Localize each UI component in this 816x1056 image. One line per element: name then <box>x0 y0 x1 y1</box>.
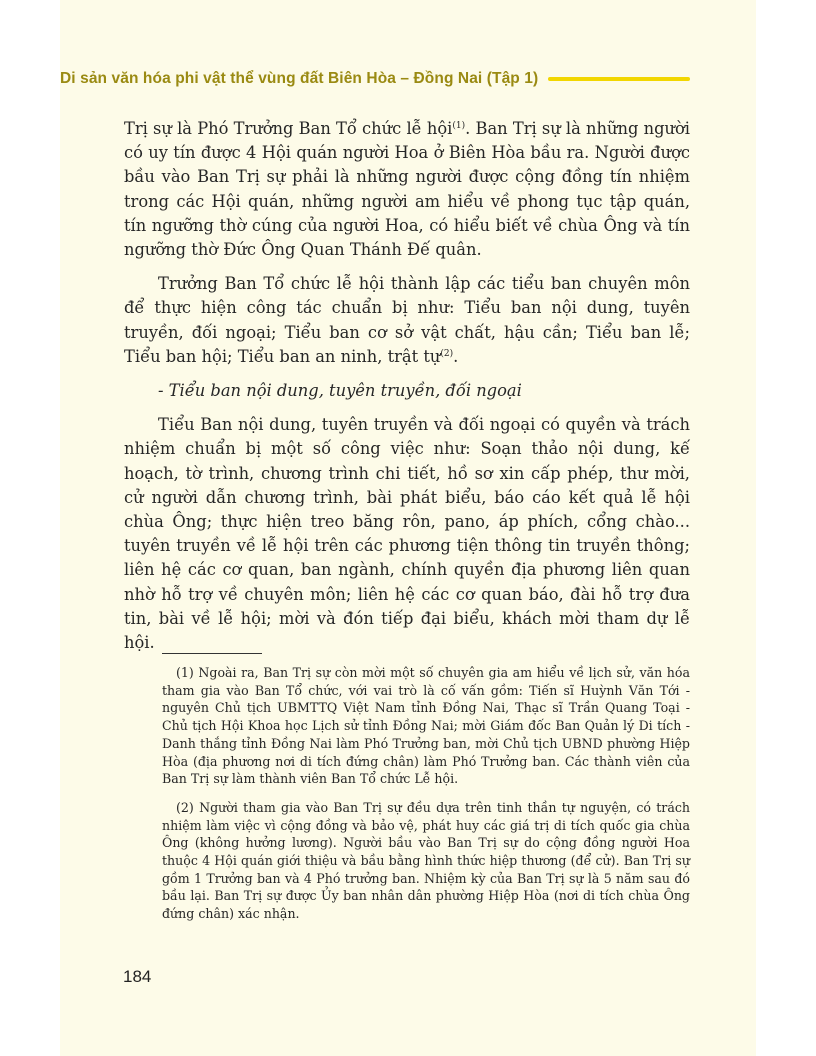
running-header <box>60 68 690 90</box>
paragraph-2 <box>124 272 690 369</box>
footnotes <box>162 664 690 934</box>
header-rule <box>548 77 690 81</box>
footnote-ref-2: (2) <box>440 348 454 359</box>
paragraph-3: Tiểu Ban nội dung, tuyên truyền và đối ngoại có quyền và trách nhiệm chuẩn bị một số công việc như: Soạn thảo nội dung, kế hoạch, tờ trình, chương trình chi tiết, hồ sơ xin cấp phép, thư mời, cử người dẫn chương trình, bài phát biểu, báo cáo kết quả lễ hội chùa Ông; thực hiện treo băng rôn, pano, áp phích, cổng chào... tuyên truyền về lễ hội trên các phương tiện thông tin truyền thông; liên hệ các cơ quan, ban ngành, chính quyền địa phương liên quan nhờ hỗ trợ về chuyên môn; liên hệ các cơ quan báo, đài hỗ trợ đưa tin, bài về lễ hội; mời và đón tiếp đại biểu, khách mời tham dự lễ hội. <box>124 415 690 653</box>
footnote-2: (2) Người tham gia vào Ban Trị sự đều dựa trên tinh thần tự nguyện, có trách nhiệm làm việc vì cộng đồng và bảo vệ, phát huy các giá trị di tích quốc gia chùa Ông (không hưởng lương). Người bầu vào Ban Trị sự do cộng đồng người Hoa thuộc 4 Hội quán giới thiệu và bầu bằng hình thức hiệp thương (để cử). Ban Trị sự gồm 1 Trưởng ban và 4 Phó trưởng ban. Nhiệm kỳ của Ban Trị sự là 5 năm sau đó bầu lại. Ban Trị sự được Ủy ban nhân dân phường Hiệp Hòa (nơi di tích chùa Ông đứng chân) xác nhận. <box>162 799 690 922</box>
paragraph-1-rest: . Ban Trị sự là những người có uy tín được 4 Hội quán người Hoa ở Biên Hòa bầu ra. Người được bầu vào Ban Trị sự phải là những người được cộng đồng tín nhiệm trong các Hội quán, những người am hiểu về phong tục tập quán, tín ngưỡng thờ cúng của người Hoa, có hiểu biết về chùa Ông và tín ngưỡng thờ Đức Ông Quan Thánh Đế quân. <box>124 119 690 260</box>
running-header-title: Di sản văn hóa phi vật thể vùng đất Biên Hòa – Đồng Nai (Tập 1) <box>60 70 539 87</box>
footnote-1: (1) Ngoài ra, Ban Trị sự còn mời một số chuyên gia am hiểu về lịch sử, văn hóa tham gia vào Ban Tổ chức, với vai trò là cố vấn gồm: Tiến sĩ Huỳnh Văn Tới - nguyên Chủ tịch UBMTTQ Việt Nam tỉnh Đồng Nai, Thạc sĩ Trần Quang Toại - Chủ tịch Hội Khoa học Lịch sử tỉnh Đồng Nai; mời Giám đốc Ban Quản lý Di tích - Danh thắng tỉnh Đồng Nai làm Phó Trưởng ban, mời Chủ tịch UBND phường Hiệp Hòa (địa phương nơi di tích đứng chân) làm Phó Trưởng ban. Các thành viên của Ban Trị sự làm thành viên Ban Tổ chức Lễ hội. <box>162 665 690 787</box>
paragraph-2-text: Trưởng Ban Tổ chức lễ hội thành lập các tiểu ban chuyên môn để thực hiện công tác chuẩn bị như: Tiểu ban nội dung, tuyên truyền, đối ngoại; Tiểu ban cơ sở vật chất, hậu cần; Tiểu ban lễ; Tiểu ban hội; Tiểu ban an ninh, trật tự <box>124 274 690 366</box>
paragraph-1 <box>124 117 690 262</box>
footnote-separator <box>162 653 262 654</box>
paragraph-1-text: Trị sự là Phó Trưởng Ban Tổ chức lễ hội <box>124 119 453 138</box>
paragraph-2-end: . <box>453 346 459 366</box>
page-number: 184 <box>123 967 152 986</box>
subheading: - Tiểu ban nội dung, tuyên truyền, đối ngoại <box>158 381 522 401</box>
body-text <box>124 117 690 665</box>
footnote-ref-1: (1) <box>452 121 466 131</box>
